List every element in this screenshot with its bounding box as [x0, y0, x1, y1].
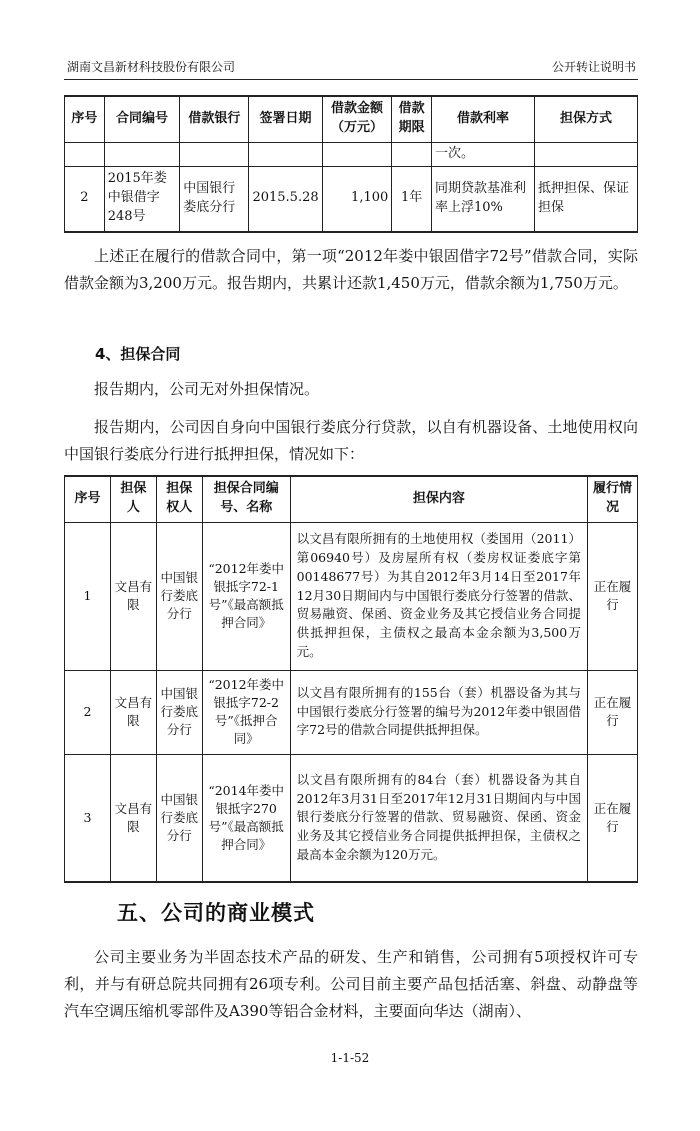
- loan-col-rate: 借款利率: [431, 96, 534, 142]
- loan-cell-no: 2: [65, 166, 105, 232]
- table-row: [65, 522, 638, 670]
- loan-cell-amount: 1,100: [322, 166, 392, 232]
- header-doc-type: 公开转让说明书: [551, 60, 636, 74]
- guar-cell-no: 2: [65, 670, 111, 754]
- page-header: [67, 56, 636, 78]
- guar-cell-guarantor: 文昌有限: [110, 754, 156, 882]
- guar-cell-creditor: 中国银行娄底分行: [156, 754, 202, 882]
- guar-cell-contract: “2014年娄中银抵字270号”《最高额抵押合同》: [202, 754, 290, 882]
- guar-cell-creditor: 中国银行娄底分行: [156, 670, 202, 754]
- guar-col-no: 序号: [65, 476, 111, 522]
- loan-summary-paragraph: 上述正在履行的借款合同中，第一项“2012年娄中银固借字72号”借款合同，实际借款金额为3,200万元。报告期内，共累计还款1,450万元，借款余额为1,750万元。: [64, 247, 638, 292]
- loan-cell-guarantee: 抵押担保、保证担保: [534, 166, 637, 232]
- loan-cell-date: 2015.5.28: [249, 166, 322, 232]
- guar-cell-no: 1: [65, 522, 111, 670]
- loan-table-header-row: [65, 96, 638, 142]
- loan-col-bank: 借款银行: [180, 96, 249, 142]
- loan-cell-rate: 同期贷款基准利率上浮10%: [431, 166, 534, 232]
- loan-col-contract: 合同编号: [104, 96, 179, 142]
- guar-cell-creditor: 中国银行娄底分行: [156, 522, 202, 670]
- loan-cell-term: 1年: [392, 166, 432, 232]
- section-title: 五、公司的商业模式: [117, 901, 315, 925]
- header-rule: [64, 79, 638, 80]
- header-company: 湖南文昌新材科技股份有限公司: [67, 60, 236, 74]
- guar-cell-status: 正在履行: [588, 670, 638, 754]
- guarantee-table: [64, 475, 638, 883]
- table-row: [65, 670, 638, 754]
- loan-col-date: 签署日期: [249, 96, 322, 142]
- loan-col-no: 序号: [65, 96, 105, 142]
- guar-col-contract: 担保合同编号、名称: [202, 476, 290, 522]
- guar-cell-contract: “2012年娄中银抵字72-1号”《最高额抵押合同》: [202, 522, 290, 670]
- guarantee-heading: 4、担保合同: [95, 345, 181, 363]
- loan-col-guarantee: 担保方式: [534, 96, 637, 142]
- guar-cell-no: 3: [65, 754, 111, 882]
- no-external-guarantee-paragraph: 报告期内，公司无对外担保情况。: [94, 380, 320, 398]
- guar-cell-guarantor: 文昌有限: [110, 522, 156, 670]
- loan-table: [64, 95, 638, 233]
- page-number: 1-1-52: [330, 1051, 370, 1065]
- guar-cell-status: 正在履行: [588, 522, 638, 670]
- loan-continuation-row: [65, 142, 638, 166]
- loan-cell-bank: 中国银行娄底分行: [180, 166, 249, 232]
- guar-cell-content: 以文昌有限所拥有的土地使用权（娄国用（2011）第06940号）及房屋所有权（娄房权证娄底字第00148677号）为其自2012年3月14日至2017年12月30日期间内与中国银行娄底分行签署的借款、贸易融资、保函、资金业务及其它授信业务合同提供抵押担保，主债权之最高本金余额为3,500万元。: [290, 522, 587, 670]
- guarantee-table-header-row: [65, 476, 638, 522]
- loan-col-amount: 借款金额（万元）: [322, 96, 392, 142]
- guar-col-content: 担保内容: [290, 476, 587, 522]
- guar-cell-contract: “2012年娄中银抵字72-2号”《抵押合同》: [202, 670, 290, 754]
- loan-continuation-text: 一次。: [431, 142, 534, 166]
- guar-cell-content: 以文昌有限所拥有的84台（套）机器设备为其自2012年3月31日至2017年12月31日期间内与中国银行娄底分行签署的借款、贸易融资、保函、资金业务及其它授信业务合同提供抵押担保，主债权之最高本金余额为120万元。: [290, 754, 587, 882]
- guar-col-guarantor: 担保人: [110, 476, 156, 522]
- business-model-paragraph: 公司主要业务为半固态技术产品的研发、生产和销售，公司拥有5项授权许可专利，并与有研总院共同拥有26项专利。公司目前主要产品包括活塞、斜盘、动静盘等汽车空调压缩机零部件及A390等铝合金材料，主要面向华达（湖南）、: [64, 948, 638, 1020]
- table-row: [65, 166, 638, 232]
- table-row: [65, 754, 638, 882]
- loan-col-term: 借款期限: [392, 96, 432, 142]
- guar-cell-guarantor: 文昌有限: [110, 670, 156, 754]
- guar-cell-status: 正在履行: [588, 754, 638, 882]
- guar-cell-content: 以文昌有限所拥有的155台（套）机器设备为其与中国银行娄底分行签署的编号为2012年娄中银固借字72号的借款合同提供抵押担保。: [290, 670, 587, 754]
- guarantee-intro-paragraph: 报告期内，公司因自身向中国银行娄底分行贷款，以自有机器设备、土地使用权向中国银行娄底分行进行抵押担保，情况如下：: [64, 418, 638, 463]
- guar-col-creditor: 担保权人: [156, 476, 202, 522]
- guar-col-status: 履行情况: [588, 476, 638, 522]
- loan-cell-contract: 2015年娄中银借字248号: [104, 166, 179, 232]
